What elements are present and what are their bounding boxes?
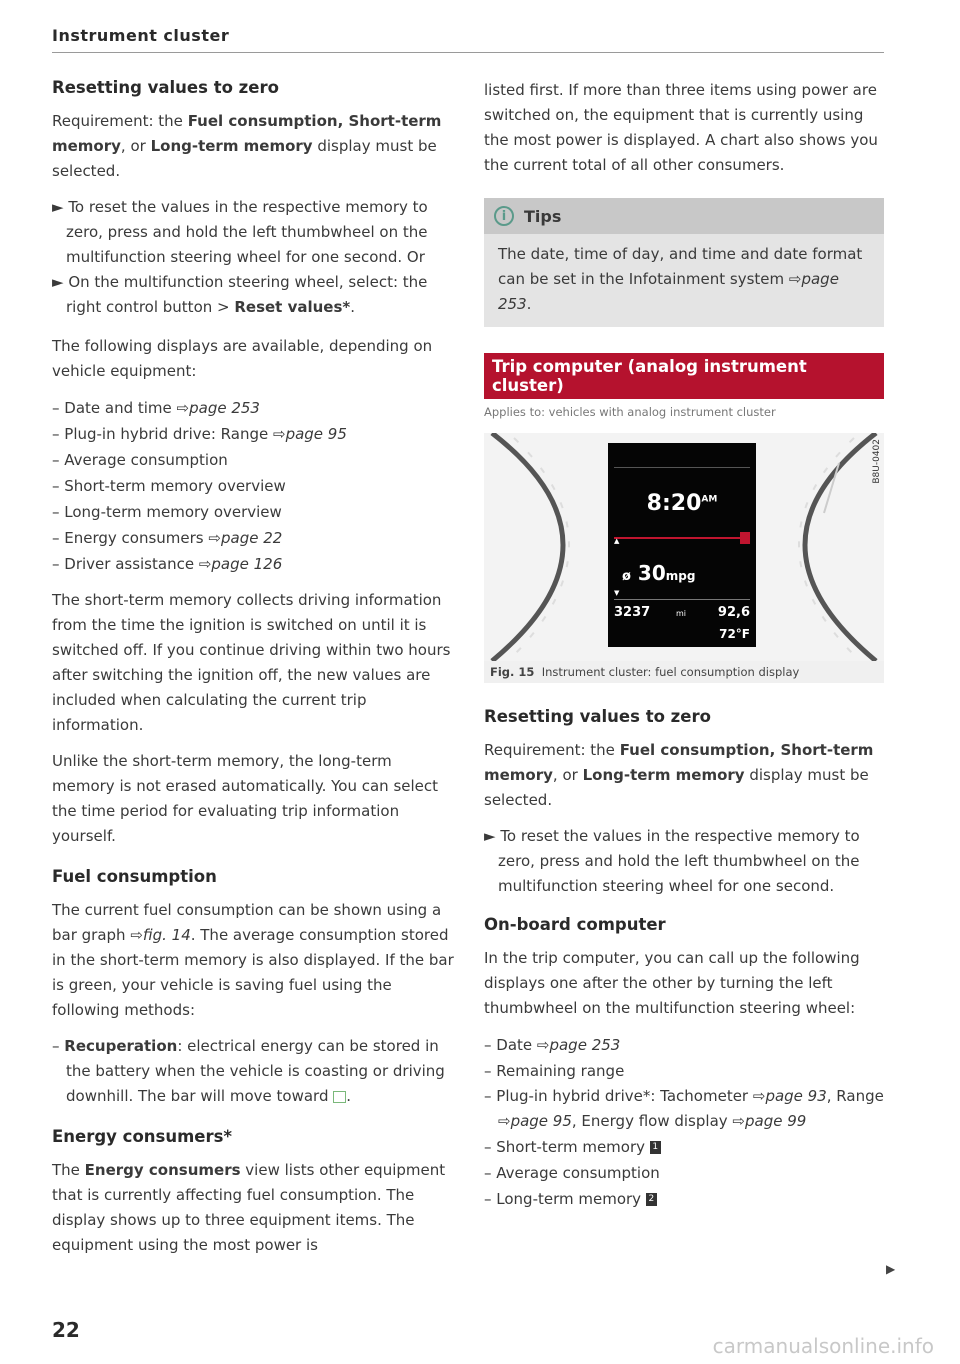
- page-number: 22: [52, 1318, 80, 1342]
- tips-heading: Tips: [524, 206, 562, 226]
- display-avg-consumption: ø 30mpg: [622, 561, 696, 585]
- tips-box: [484, 198, 884, 327]
- list-item: – Energy consumers ⇨page 22: [52, 529, 283, 547]
- section-header: Instrument cluster: [52, 26, 230, 45]
- watermark: carmanualsonline.info: [712, 1334, 934, 1358]
- short-term-paragraph: The short-term memory collects driving information from the time the ignition is switched on until it is switched off. If you continue driving within two hours after switching the ignition off, the new values are included when calculating the current trip information.: [52, 591, 451, 734]
- list-item: – Date and time ⇨page 253: [52, 399, 260, 417]
- available-displays-list: [52, 395, 458, 577]
- applies-to: Applies to: vehicles with analog instrument cluster: [484, 405, 776, 419]
- available-displays-intro: The following displays are available, depending on vehicle equipment:: [52, 337, 433, 380]
- page-link[interactable]: ⇨page 95: [273, 425, 347, 443]
- long-term-paragraph: Unlike the short-term memory, the long-term memory is not erased automatically. You can select the time period for evaluating trip information yourself.: [52, 752, 439, 845]
- cluster-display: $8:20^{AM}$ ▲ ø 30mpg ▼ 3237 mi 92,6 72°F: [608, 443, 756, 647]
- continued-paragraph: listed first. If more than three items using power are switched on, the equipment that is currently using the most power is displayed. A chart also shows you the current total of all other consumers.: [484, 81, 878, 174]
- heading-energy-consumers: Energy consumers*: [52, 1127, 233, 1146]
- fig-link[interactable]: ⇨fig. 14: [130, 926, 191, 944]
- heading-onboard-computer: On-board computer: [484, 915, 666, 934]
- list-item: – Average consumption: [484, 1164, 660, 1182]
- onboard-intro: In the trip computer, you can call up the following displays one after the other by turning the left thumbwheel on the multifunction steering wheel:: [484, 949, 860, 1017]
- display-odometer-unit: mi: [676, 609, 687, 618]
- list-item: – Long-term memory overview: [52, 503, 282, 521]
- tips-body: The date, time of day, and time and date format can be set in the Infotainment system ⇨page 253.: [498, 245, 863, 313]
- heading-resetting-values-2: Resetting values to zero: [484, 707, 711, 726]
- header-rule: [52, 52, 884, 53]
- requirement-text-2: Requirement: the Fuel consumption, Short-term memory, or Long-term memory display must be selected.: [484, 741, 874, 809]
- page-link[interactable]: ⇨page 93: [752, 1087, 827, 1105]
- page-link[interactable]: ⇨page 253: [536, 1036, 621, 1054]
- figure-code: B8U-0402: [872, 439, 882, 484]
- list-item: – Average consumption: [52, 451, 228, 469]
- left-column: [52, 78, 458, 1269]
- list-item: – Plug-in hybrid drive: Range ⇨page 95: [52, 425, 347, 443]
- page-link[interactable]: ⇨page 253: [498, 270, 839, 313]
- figure-instrument-cluster: [484, 433, 884, 683]
- badge-2: 2: [646, 1193, 657, 1206]
- right-column: [484, 78, 884, 1223]
- info-icon: i: [494, 206, 514, 226]
- display-odometer: 3237: [614, 605, 651, 620]
- page-link[interactable]: ⇨page 126: [198, 555, 283, 573]
- page-link[interactable]: ⇨page 99: [732, 1112, 807, 1130]
- list-item: – Short-term memory 1: [484, 1134, 884, 1160]
- display-time: $8:20^{AM}$: [646, 491, 718, 516]
- cluster-image: [484, 433, 884, 661]
- tips-header: [484, 198, 884, 234]
- list-item: – Remaining range: [484, 1062, 625, 1080]
- step-reset-control-button: ► On the multifunction steering wheel, select: the right control button > Reset values*.: [52, 273, 428, 316]
- list-item: – Date ⇨page 253: [484, 1036, 621, 1054]
- figure-caption: Fig. 15 Instrument cluster: fuel consumption display: [490, 665, 800, 679]
- battery-icon: [333, 1091, 346, 1103]
- list-item: – Driver assistance ⇨page 126: [52, 555, 283, 573]
- onboard-list: [484, 1032, 884, 1212]
- page-link[interactable]: ⇨page 95: [498, 1112, 572, 1130]
- heading-resetting-values: Resetting values to zero: [52, 78, 279, 97]
- continue-arrow-icon: ▶: [886, 1262, 896, 1276]
- fuel-paragraph: The current fuel consumption can be shown using a bar graph ⇨fig. 14. The average consumption stored in the short-term memory is also displayed. If the bar is green, your vehicle is saving fuel using the following methods:: [52, 901, 454, 1019]
- energy-paragraph: The Energy consumers view lists other equipment that is currently affecting fuel consumption. The display shows up to three equipment items. The equipment using the most power is: [52, 1161, 446, 1254]
- step-reset-thumbwheel-2: ► To reset the values in the respective memory to zero, press and hold the left thumbwheel on the multifunction steering wheel for one second.: [484, 827, 860, 895]
- page-link[interactable]: ⇨page 22: [208, 529, 283, 547]
- display-temperature: 72°F: [719, 627, 750, 641]
- recuperation-item: – Recuperation: electrical energy can be stored in the battery when the vehicle is coasting or driving downhill. The bar will move toward .: [52, 1037, 445, 1105]
- display-trip: 92,6: [717, 605, 750, 620]
- page-link[interactable]: ⇨page 253: [176, 399, 260, 417]
- badge-1: 1: [650, 1141, 661, 1154]
- requirement-text: Requirement: the Fuel consumption, Short-term memory, or Long-term memory display must be selected.: [52, 112, 442, 180]
- trip-computer-title: Trip computer (analog instrument cluster): [484, 353, 884, 399]
- list-item: – Short-term memory overview: [52, 477, 286, 495]
- step-reset-thumbwheel: ► To reset the values in the respective memory to zero, press and hold the left thumbwheel on the multifunction steering wheel for one second. Or: [52, 198, 428, 266]
- list-item: – Long-term memory 2: [484, 1186, 884, 1212]
- heading-fuel-consumption: Fuel consumption: [52, 867, 217, 886]
- list-item: – Plug-in hybrid drive*: Tachometer ⇨page 93, Range ⇨page 95, Energy flow display ⇨page 99: [484, 1087, 884, 1130]
